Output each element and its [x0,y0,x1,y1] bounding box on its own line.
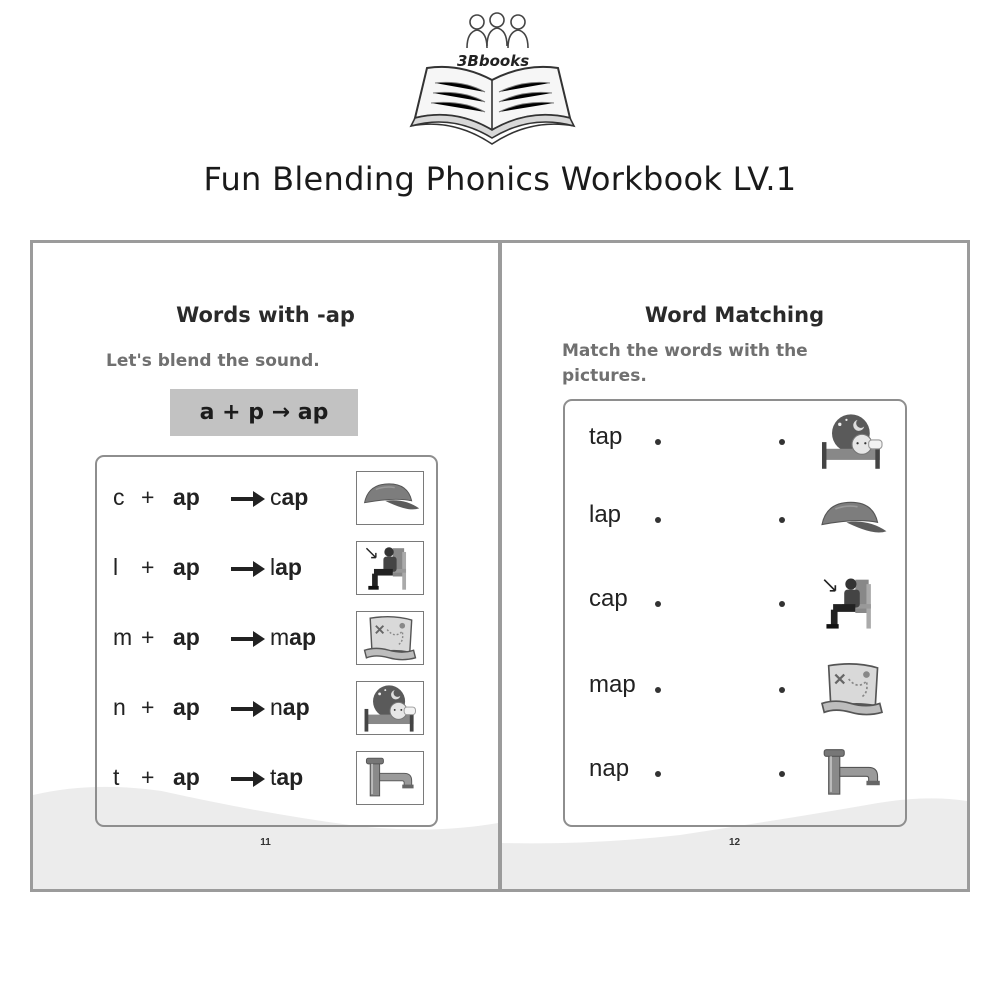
word-dot[interactable] [655,517,661,523]
match-row [565,573,905,633]
consonant-letter: c [113,484,125,510]
word-end: ap [289,624,317,650]
picture-dot[interactable] [779,517,785,523]
word-end: ap [282,694,310,720]
page-title: Word Matching [644,303,825,327]
blended-word [270,484,308,511]
consonant-letter: n [113,694,126,720]
blend-row [113,681,433,735]
word-end: ap [276,764,304,790]
word-dot[interactable] [655,771,661,777]
match-word[interactable]: tap [589,423,623,450]
rime-ap: ap [173,764,200,790]
blended-word [270,624,316,651]
cap-icon[interactable] [813,489,891,549]
nap-icon [356,681,424,735]
match-row [565,659,905,719]
instruction-text: Let's blend the sound. [106,351,320,371]
page-number: 11 [260,837,271,848]
word-dot[interactable] [655,601,661,607]
blend-box [95,455,438,827]
match-word[interactable]: nap [589,755,630,782]
match-word[interactable]: cap [589,585,628,612]
match-word[interactable]: map [589,671,636,698]
page-number: 12 [728,837,741,848]
word-start: m [270,624,290,650]
rime-ap: ap [173,624,200,650]
tap-icon [356,751,424,805]
consonant-letter: t [113,764,120,790]
word-dot[interactable] [655,439,661,445]
logo-text: 3Bbooks [457,52,530,70]
picture-dot[interactable] [779,439,785,445]
open-book-icon [405,8,580,153]
right-arrow-icon [231,631,265,647]
right-arrow-icon [231,771,265,787]
cap-icon [356,471,424,525]
blend-formula: a + p → ap [170,389,358,436]
blend-row [113,611,433,665]
word-dot[interactable] [655,687,661,693]
right-arrow-icon [231,491,265,507]
blend-row [113,471,433,525]
picture-dot[interactable] [779,771,785,777]
instruction-text: Match the words with the pictures. [562,341,808,386]
rime-ap: ap [173,554,200,580]
tap-icon[interactable] [813,743,891,803]
right-arrow-icon [231,561,265,577]
plus-sign: + [141,624,155,650]
word-start: l [270,554,276,580]
blended-word [270,764,303,791]
plus-sign: + [141,484,155,510]
map-icon [356,611,424,665]
blended-word [270,554,302,581]
workbook-title: Fun Blending Phonics Workbook LV.1 [203,160,797,198]
consonant-letter: m [113,624,133,650]
match-row [565,489,905,549]
plus-sign: + [141,554,155,580]
picture-dot[interactable] [779,601,785,607]
plus-sign: + [141,764,155,790]
plus-sign: + [141,694,155,720]
page-title: Words with -ap [176,303,355,327]
picture-dot[interactable] [779,687,785,693]
blend-row [113,751,433,805]
match-row [565,743,905,803]
matching-box [563,399,907,827]
word-start: t [270,764,277,790]
nap-icon[interactable] [813,411,891,471]
right-arrow-icon [231,701,265,717]
rime-ap: ap [173,484,200,510]
consonant-letter: l [113,554,119,580]
blend-row [113,541,433,595]
match-word[interactable]: lap [589,501,622,528]
blended-word [270,694,310,721]
right-page [500,240,970,892]
word-start: n [270,694,283,720]
publisher-logo [405,8,580,153]
match-row [565,411,905,471]
word-end: ap [275,554,302,580]
lap-icon[interactable] [813,573,891,633]
left-page [30,240,500,892]
lap-icon [356,541,424,595]
word-start: c [270,484,282,510]
map-icon[interactable] [813,659,891,719]
word-end: ap [281,484,309,510]
rime-ap: ap [173,694,200,720]
